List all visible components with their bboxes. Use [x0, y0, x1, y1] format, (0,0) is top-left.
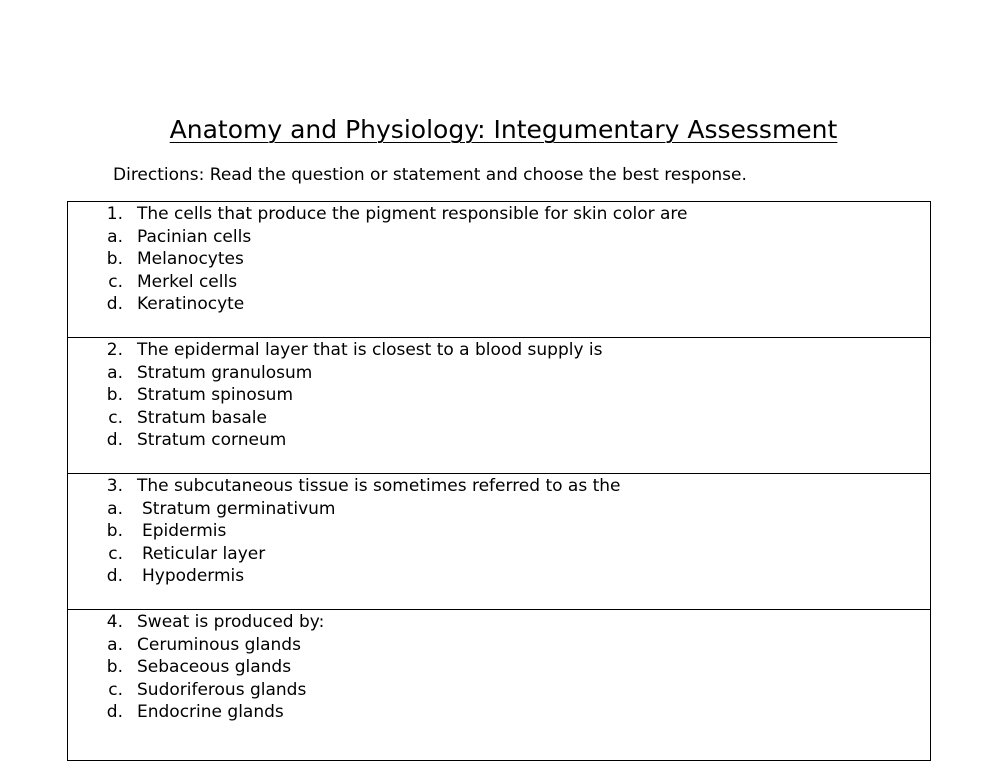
- option-text: Hypodermis: [142, 566, 245, 586]
- question-number: 4.: [106, 612, 123, 632]
- option-text: Keratinocyte: [137, 294, 245, 314]
- option-letter: d.: [106, 294, 123, 314]
- option-letter: c.: [108, 271, 123, 292]
- answer-option[interactable]: [68, 634, 930, 657]
- question-stem: [68, 203, 930, 226]
- question-table: [67, 201, 931, 761]
- option-letter: a.: [107, 226, 123, 247]
- answer-option[interactable]: [68, 226, 930, 249]
- question-row: [68, 338, 931, 474]
- directions-text: Directions: Read the question or statement and choose the best response.: [113, 165, 747, 185]
- answer-option[interactable]: [68, 407, 930, 430]
- answer-option[interactable]: [68, 248, 930, 271]
- answer-option[interactable]: [68, 362, 930, 385]
- option-letter: c.: [108, 543, 123, 564]
- option-letter: b.: [106, 657, 123, 677]
- option-letter: c.: [108, 407, 123, 428]
- answer-option[interactable]: [68, 701, 930, 724]
- question-text: The cells that produce the pigment responsible for skin color are: [137, 204, 688, 224]
- option-text: Epidermis: [142, 521, 227, 541]
- answer-option[interactable]: [68, 384, 930, 407]
- question-row: [68, 610, 931, 761]
- question-text: Sweat is produced by:: [137, 612, 325, 632]
- answer-option[interactable]: [68, 543, 930, 566]
- option-letter: b.: [106, 385, 123, 405]
- option-text: Stratum corneum: [137, 430, 287, 450]
- option-letter: a.: [107, 634, 123, 655]
- question-stem: [68, 475, 930, 498]
- option-text: Melanocytes: [137, 249, 244, 269]
- answer-option[interactable]: [68, 565, 930, 588]
- option-text: Reticular layer: [142, 543, 266, 564]
- answer-option[interactable]: [68, 656, 930, 679]
- question-row: [68, 474, 931, 610]
- question-row: [68, 202, 931, 338]
- option-text: Stratum germinativum: [142, 498, 336, 519]
- option-letter: d.: [106, 702, 123, 722]
- page-title: Anatomy and Physiology: Integumentary Assessment: [169, 115, 838, 144]
- option-text: Sebaceous glands: [137, 657, 292, 677]
- option-text: Stratum basale: [137, 407, 267, 428]
- question-text: The subcutaneous tissue is sometimes referred to as the: [137, 476, 621, 496]
- question-stem: [68, 339, 930, 362]
- option-letter: d.: [106, 566, 123, 586]
- option-text: Merkel cells: [137, 271, 238, 292]
- option-letter: c.: [108, 679, 123, 700]
- question-stem: [68, 611, 930, 634]
- answer-option[interactable]: [68, 520, 930, 543]
- answer-option[interactable]: [68, 679, 930, 702]
- option-letter: a.: [107, 362, 123, 383]
- question-cell: [68, 610, 931, 761]
- option-letter: a.: [107, 498, 123, 519]
- question-number: 1.: [106, 204, 123, 224]
- option-letter: b.: [106, 521, 123, 541]
- question-cell: [68, 338, 931, 474]
- option-letter: b.: [106, 249, 123, 269]
- question-number: 2.: [106, 340, 123, 360]
- answer-option[interactable]: [68, 429, 930, 452]
- option-text: Pacinian cells: [137, 226, 252, 247]
- answer-option[interactable]: [68, 293, 930, 316]
- question-number: 3.: [106, 476, 123, 496]
- question-cell: [68, 474, 931, 610]
- question-text: The epidermal layer that is closest to a blood supply is: [137, 340, 603, 360]
- question-cell: [68, 202, 931, 338]
- option-text: Stratum spinosum: [137, 385, 294, 405]
- answer-option[interactable]: [68, 271, 930, 294]
- option-letter: d.: [106, 430, 123, 450]
- option-text: Stratum granulosum: [137, 362, 313, 383]
- answer-option[interactable]: [68, 498, 930, 521]
- option-text: Endocrine glands: [137, 702, 284, 722]
- option-text: Sudoriferous glands: [137, 679, 307, 700]
- option-text: Ceruminous glands: [137, 634, 301, 655]
